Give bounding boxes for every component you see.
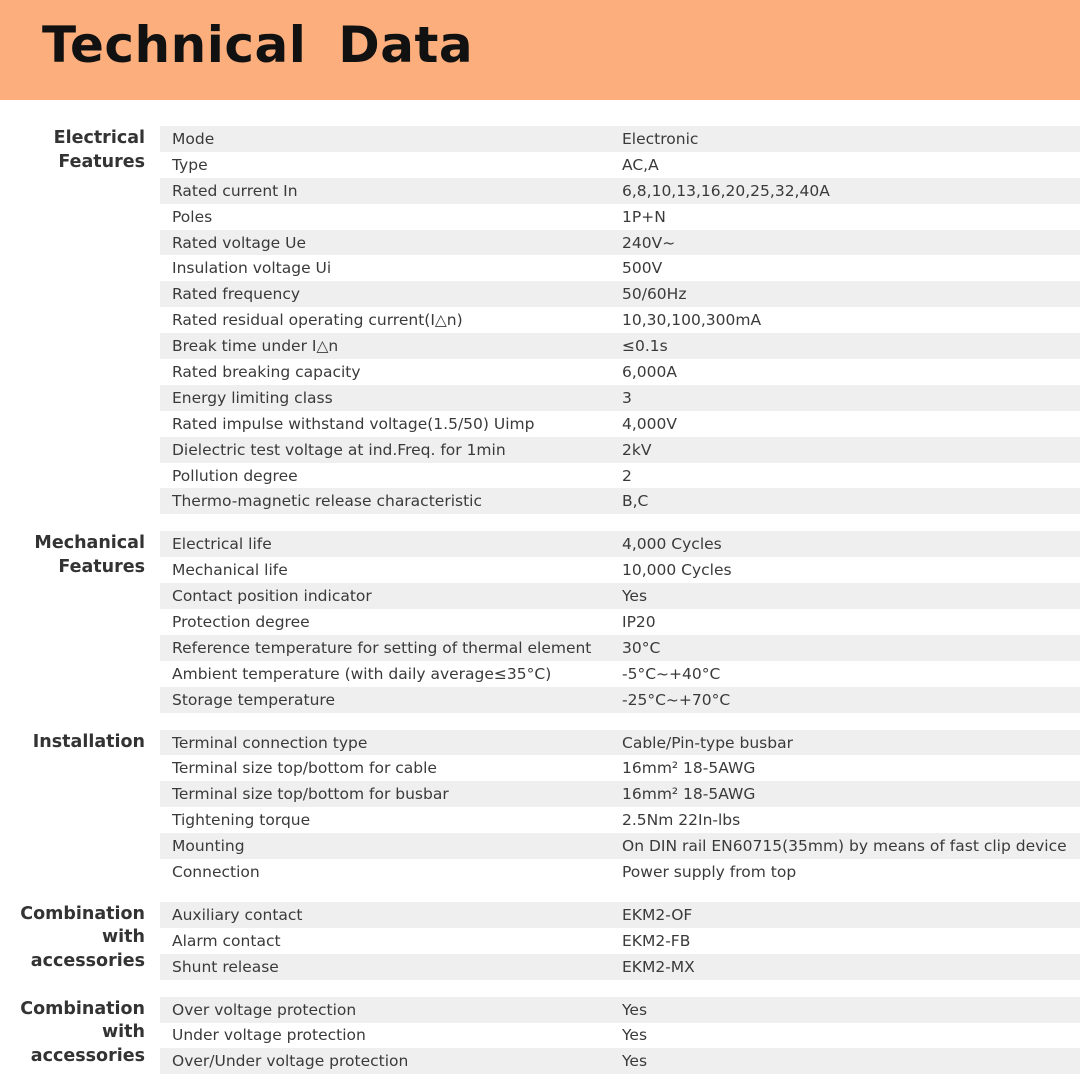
spec-value: 2 <box>622 466 632 485</box>
spec-parameter: Mode <box>172 129 215 148</box>
spec-value: 4,000 Cycles <box>622 535 722 554</box>
spec-parameter: Mounting <box>172 837 245 856</box>
table-row <box>160 635 1080 661</box>
spec-section <box>0 902 1080 980</box>
section-label-line: accessories <box>30 1045 145 1066</box>
spec-parameter: Break time under I△n <box>172 337 339 356</box>
spec-value: ≤0.1s <box>622 337 668 356</box>
table-row <box>160 928 1080 954</box>
spec-parameter: Electrical life <box>172 535 272 554</box>
spec-parameter: Connection <box>172 862 260 881</box>
table-row <box>160 411 1080 437</box>
spec-value: 2.5Nm 22In-lbs <box>622 811 741 830</box>
table-row <box>160 204 1080 230</box>
spec-section <box>0 730 1080 885</box>
spec-value: -25°C~+70°C <box>622 690 731 709</box>
spec-value: B,C <box>622 492 649 511</box>
spec-value: 4,000V <box>622 414 677 433</box>
table-row <box>160 833 1080 859</box>
table-row <box>160 807 1080 833</box>
spec-parameter: Rated impulse withstand voltage(1.5/50) Uimp <box>172 414 535 433</box>
spec-value: 240V~ <box>622 233 676 252</box>
spec-parameter: Rated breaking capacity <box>172 362 361 381</box>
spec-value: IP20 <box>622 612 656 631</box>
spec-parameter: Mechanical life <box>172 561 288 580</box>
spec-parameter: Poles <box>172 207 213 226</box>
spec-parameter: Alarm contact <box>172 931 281 950</box>
table-row <box>160 385 1080 411</box>
table-row <box>160 859 1080 885</box>
spec-value: AC,A <box>622 155 659 174</box>
section-label <box>0 126 160 514</box>
section-label-line: Combination <box>20 998 145 1019</box>
section-label-line: with <box>102 927 145 948</box>
section-rows <box>160 902 1080 980</box>
table-row <box>160 557 1080 583</box>
spec-value: 16mm² 18-5AWG <box>622 759 756 778</box>
spec-value: Yes <box>622 1000 648 1019</box>
spec-parameter: Dielectric test voltage at ind.Freq. for 1min <box>172 440 506 459</box>
spec-parameter: Protection degree <box>172 612 310 631</box>
spec-value: EKM2-OF <box>622 905 693 924</box>
table-row <box>160 307 1080 333</box>
section-label-line: Mechanical <box>34 533 145 554</box>
table-row <box>160 488 1080 514</box>
table-row <box>160 437 1080 463</box>
spec-value: 2kV <box>622 440 652 459</box>
spec-parameter: Over/Under voltage protection <box>172 1052 409 1071</box>
table-row <box>160 609 1080 635</box>
table-row <box>160 730 1080 756</box>
section-label <box>0 730 160 885</box>
spec-section <box>0 531 1080 712</box>
section-rows <box>160 997 1080 1075</box>
table-row <box>160 281 1080 307</box>
spec-value: 10,000 Cycles <box>622 561 732 580</box>
table-row <box>160 230 1080 256</box>
spec-value: 6,8,10,13,16,20,25,32,40A <box>622 181 830 200</box>
spec-value: Power supply from top <box>622 862 797 881</box>
table-row <box>160 902 1080 928</box>
spec-value: EKM2-MX <box>622 957 695 976</box>
spec-parameter: Terminal size top/bottom for busbar <box>172 785 449 804</box>
page-title: Technical Data <box>42 16 474 74</box>
section-label-line: Features <box>58 151 145 172</box>
section-label <box>0 902 160 980</box>
table-row <box>160 583 1080 609</box>
spec-parameter: Contact position indicator <box>172 587 372 606</box>
spec-parameter: Thermo-magnetic release characteristic <box>172 492 482 511</box>
spec-value: EKM2-FB <box>622 931 691 950</box>
spec-value: -5°C~+40°C <box>622 664 721 683</box>
spec-value: Yes <box>622 1026 648 1045</box>
table-row <box>160 661 1080 687</box>
spec-value: 3 <box>622 388 632 407</box>
table-row <box>160 781 1080 807</box>
spec-parameter: Rated residual operating current(I△n) <box>172 311 463 330</box>
spec-parameter: Reference temperature for setting of thermal element <box>172 638 592 657</box>
spec-parameter: Shunt release <box>172 957 279 976</box>
header-banner <box>0 0 1080 100</box>
spec-value: 50/60Hz <box>622 285 687 304</box>
spec-value: Electronic <box>622 129 699 148</box>
spec-value: Yes <box>622 1052 648 1071</box>
section-rows <box>160 126 1080 514</box>
spec-value: 30°C <box>622 638 661 657</box>
spec-parameter: Pollution degree <box>172 466 298 485</box>
section-label-line: Installation <box>32 731 145 752</box>
spec-parameter: Rated voltage Ue <box>172 233 307 252</box>
spec-parameter: Ambient temperature (with daily average≤35°C) <box>172 664 552 683</box>
spec-value: Cable/Pin-type busbar <box>622 733 793 752</box>
spec-parameter: Auxiliary contact <box>172 905 303 924</box>
spec-section <box>0 997 1080 1075</box>
section-label <box>0 997 160 1075</box>
spec-parameter: Insulation voltage Ui <box>172 259 332 278</box>
table-row <box>160 152 1080 178</box>
section-label-line: Features <box>58 556 145 577</box>
section-label-line: Combination <box>20 903 145 924</box>
section-label-line: accessories <box>30 950 145 971</box>
spec-value: 16mm² 18-5AWG <box>622 785 756 804</box>
spec-parameter: Rated frequency <box>172 285 301 304</box>
table-row <box>160 755 1080 781</box>
section-label-line: Electrical <box>53 128 145 148</box>
spec-parameter: Energy limiting class <box>172 388 333 407</box>
spec-value: 1P+N <box>622 207 666 226</box>
table-row <box>160 531 1080 557</box>
table-row <box>160 1048 1080 1074</box>
table-row <box>160 954 1080 980</box>
spec-parameter: Type <box>172 155 208 174</box>
spec-section <box>0 126 1080 514</box>
spec-value: 500V <box>622 259 663 278</box>
table-row <box>160 359 1080 385</box>
spec-parameter: Terminal connection type <box>172 733 368 752</box>
spec-value: 6,000A <box>622 362 677 381</box>
table-row <box>160 255 1080 281</box>
spec-parameter: Rated current In <box>172 181 298 200</box>
spec-parameter: Terminal size top/bottom for cable <box>172 759 437 778</box>
spec-value: On DIN rail EN60715(35mm) by means of fast clip device <box>622 837 1067 856</box>
spec-value: Yes <box>622 587 648 606</box>
section-rows <box>160 531 1080 712</box>
spec-parameter: Tightening torque <box>172 811 311 830</box>
table-row <box>160 126 1080 152</box>
table-row <box>160 687 1080 713</box>
table-row <box>160 333 1080 359</box>
table-row <box>160 997 1080 1023</box>
section-label-line: with <box>102 1022 145 1043</box>
spec-table <box>0 126 1080 1080</box>
table-row <box>160 178 1080 204</box>
spec-parameter: Under voltage protection <box>172 1026 366 1045</box>
spec-value: 10,30,100,300mA <box>622 311 762 330</box>
spec-parameter: Storage temperature <box>172 690 335 709</box>
section-label <box>0 531 160 712</box>
section-rows <box>160 730 1080 885</box>
spec-parameter: Over voltage protection <box>172 1000 357 1019</box>
table-row <box>160 463 1080 489</box>
table-row <box>160 1023 1080 1049</box>
